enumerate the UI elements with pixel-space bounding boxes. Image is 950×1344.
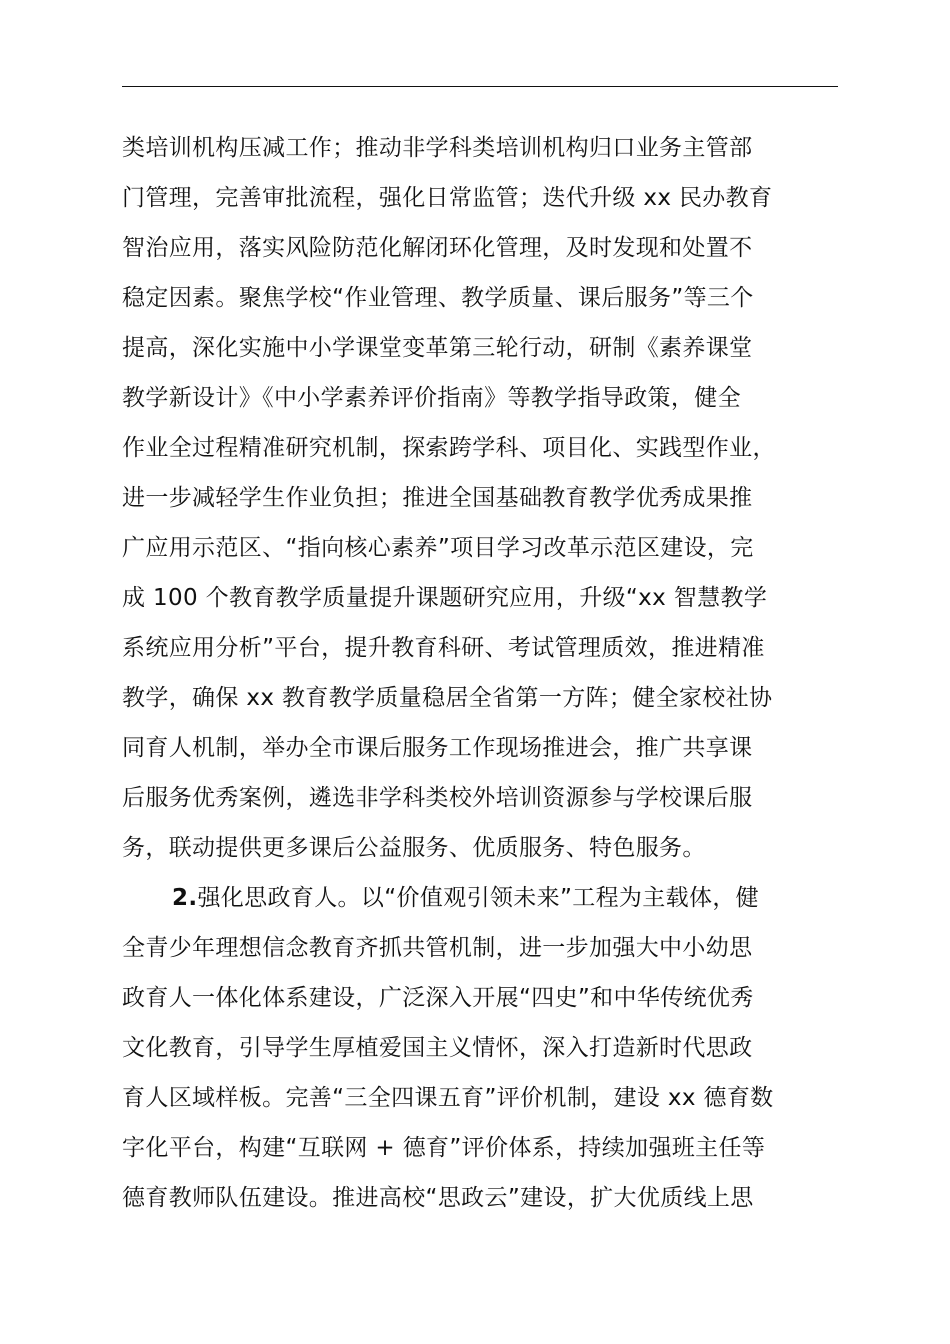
paragraph-line: 务，联动提供更多课后公益服务、优质服务、特色服务。: [122, 835, 706, 861]
paragraph-line: 门管理，完善审批流程，强化日常监管；迭代升级 xx 民办教育: [122, 185, 773, 211]
paragraph-line: 作业全过程精准研究机制，探索跨学科、项目化、实践型作业，: [122, 435, 776, 461]
paragraph-line: 文化教育，引导学生厚植爱国主义情怀，深入打造新时代思政: [122, 1035, 753, 1061]
paragraph-line: 全青少年理想信念教育齐抓共管机制，进一步加强大中小幼思: [122, 935, 753, 961]
paragraph-line: 稳定因素。聚焦学校“作业管理、教学质量、课后服务”等三个: [122, 285, 754, 311]
section-number: 2.: [172, 885, 198, 911]
paragraph-line: 广应用示范区、“指向核心素养”项目学习改革示范区建设，完: [122, 535, 754, 561]
paragraph-line: 进一步减轻学生作业负担；推进全国基础教育教学优秀成果推: [122, 485, 753, 511]
paragraph-line: 提高，深化实施中小学课堂变革第三轮行动，研制《素养课堂: [122, 335, 753, 361]
paragraph-line: 同育人机制，举办全市课后服务工作现场推进会，推广共享课: [122, 735, 753, 761]
paragraph-line: 育人区域样板。完善“三全四课五育”评价机制，建设 xx 德育数: [122, 1085, 774, 1111]
paragraph-line: 政育人一体化体系建设，广泛深入开展“四史”和中华传统优秀: [122, 985, 754, 1011]
paragraph-line: 后服务优秀案例，遴选非学科类校外培训资源参与学校课后服: [122, 785, 753, 811]
header-rule: [122, 86, 838, 87]
paragraph-line: 类培训机构压减工作；推动非学科类培训机构归口业务主管部: [122, 135, 753, 161]
paragraph-line: 德育教师队伍建设。推进高校“思政云”建设，扩大优质线上思: [122, 1185, 754, 1211]
paragraph-line: 字化平台，构建“互联网 + 德育”评价体系，持续加强班主任等: [122, 1135, 766, 1161]
paragraph-line: 成 100 个教育教学质量提升课题研究应用，升级“xx 智慧教学: [122, 585, 768, 611]
paragraph-line: 教学新设计》《中小学素养评价指南》等教学指导政策，健全: [122, 385, 741, 411]
section-2-heading-text: 强化思政育人。以“价值观引领未来”工程为主载体，健: [197, 885, 760, 911]
section-2-first-line: [172, 883, 759, 913]
paragraph-line: 智治应用，落实风险防范化解闭环化管理，及时发现和处置不: [122, 235, 753, 261]
paragraph-line: 系统应用分析”平台，提升教育科研、考试管理质效，推进精准: [122, 635, 765, 661]
paragraph-line: 教学，确保 xx 教育教学质量稳居全省第一方阵；健全家校社协: [122, 685, 773, 711]
